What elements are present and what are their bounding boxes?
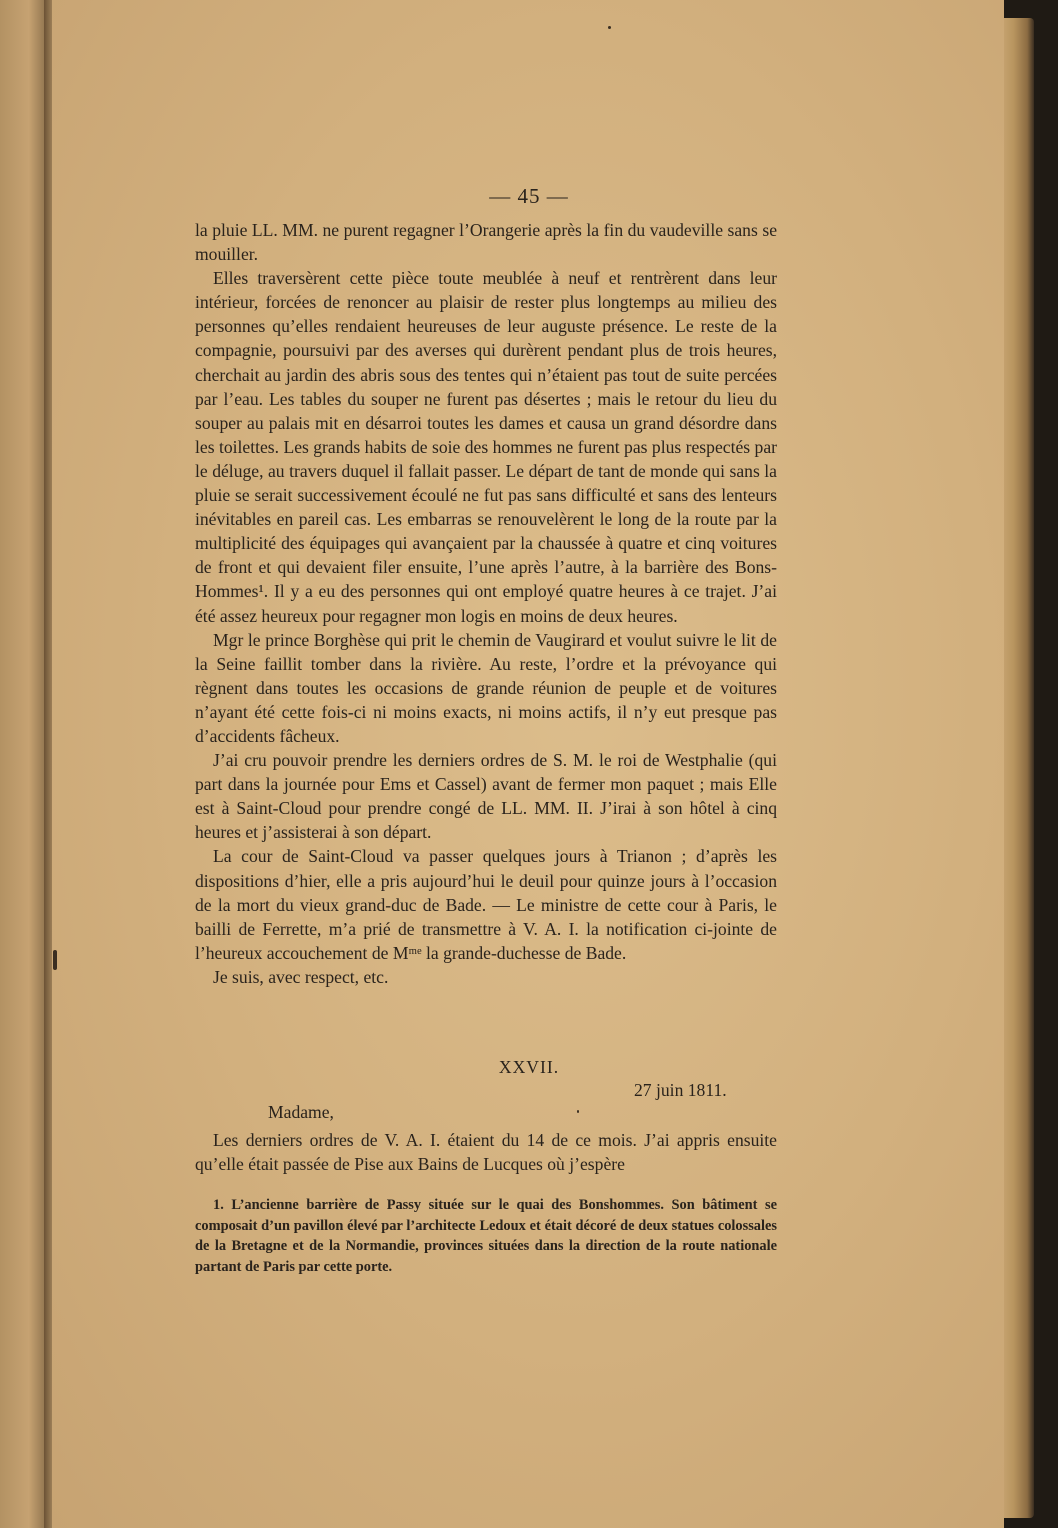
footnote: [195, 1195, 777, 1277]
paragraph: La cour de Saint-Cloud va passer quelques jours à Trianon ; d’après les dispositions d’hier, elle a pris aujourd’hui le deuil pour quinze jours à l’occasion de la mort du vieux grand-duc de Bade. — Le ministre de cette cour à Paris, le bailli de Ferrette, m’a prié de transmettre à V. A. I. la notification ci-jointe de l’heureux accouchement de Mᵐᵉ la grande-duchesse de Bade.: [195, 846, 777, 963]
paragraph: la pluie LL. MM. ne purent regagner l’Orangerie après la fin du vaudeville sans se mouiller.: [195, 220, 777, 265]
body-text: [195, 218, 777, 989]
page-number: — 45 —: [489, 184, 569, 208]
letter-date: 27 juin 1811.: [634, 1080, 727, 1100]
page-edge: [1000, 18, 1034, 1518]
facing-page: [0, 0, 48, 1528]
paragraph: Je suis, avec respect, etc.: [213, 966, 389, 987]
page-speck: [608, 26, 611, 29]
paragraph: Elles traversèrent cette pièce toute meublée à neuf et rentrèrent dans leur intérieur, forcées de renoncer au plaisir de rester plus longtemps au milieu des personnes qu’elles rendaient heureuses de leur auguste présence. Le reste de la compagnie, poursuivi par des averses qui durèrent pendant plus de trois heures, cherchait au jardin des abris sous des tentes qui n’étaient pas tout de suite percées par l’eau. Les tables du souper ne furent pas désertes ; mais le retour du lieu du souper au palais mit en désarroi toutes les dames et causa un grand désordre dans les toilettes. Les grands habits de soie des hommes ne furent pas plus respectés par le déluge, au travers duquel il fallait passer. Le départ de tant de monde qui sans la pluie se serait successivement écoulé ne fut pas sans difficulté et sans des lenteurs inévitables en pareil cas. Les embarras se renouvelèrent le long de la route par la multiplicité des équipages qui avançaient par la chaussée à quatre et cinq voitures de front et qui devaient filer ensuite, l’une après l’autre, à la barrière des Bons-Hommes¹. Il y a eu des personnes qui ont employé quatre heures à ce trajet. J’ai été assez heureux pour regagner mon logis en moins de deux heures.: [195, 268, 777, 626]
page-stain: [53, 950, 57, 970]
letter-heading: XXVII.: [498, 1057, 560, 1077]
footnote-text: 1. L’ancienne barrière de Passy située sur le quai des Bonshommes. Son bâtiment se composait d’un pavillon élevé par l’architecte Ledoux et était décoré de deux statues colossales de la Bretagne et de la Normandie, provinces situées dans la direction de la route nationale partant de Paris par cette porte.: [195, 1197, 777, 1275]
letter-body: [195, 1128, 777, 1176]
paragraph: Mgr le prince Borghèse qui prit le chemin de Vaugirard et voulut suivre le lit de la Seine faillit tomber dans la rivière. Au reste, l’ordre et la prévoyance qui règnent dans toutes les occasions de grande réunion de peuple et de voitures n’ayant été cette fois-ci ni moins exacts, ni moins actifs, il n’y eut presque pas d’accidents fâcheux.: [195, 629, 777, 746]
salutation: Madame,: [268, 1102, 334, 1122]
page-speck: [577, 1110, 579, 1113]
paragraph: J’ai cru pouvoir prendre les derniers ordres de S. M. le roi de Westphalie (qui part dans la journée pour Ems et Cassel) avant de fermer mon paquet ; mais Elle est à Saint-Cloud pour prendre congé de LL. MM. II. J’irai à son hôtel à cinq heures et j’assisterai à son départ.: [195, 750, 777, 843]
paragraph: Les derniers ordres de V. A. I. étaient du 14 de ce mois. J’ai appris ensuite qu’elle était passée de Pise aux Bains de Lucques où j’espère: [195, 1130, 777, 1175]
